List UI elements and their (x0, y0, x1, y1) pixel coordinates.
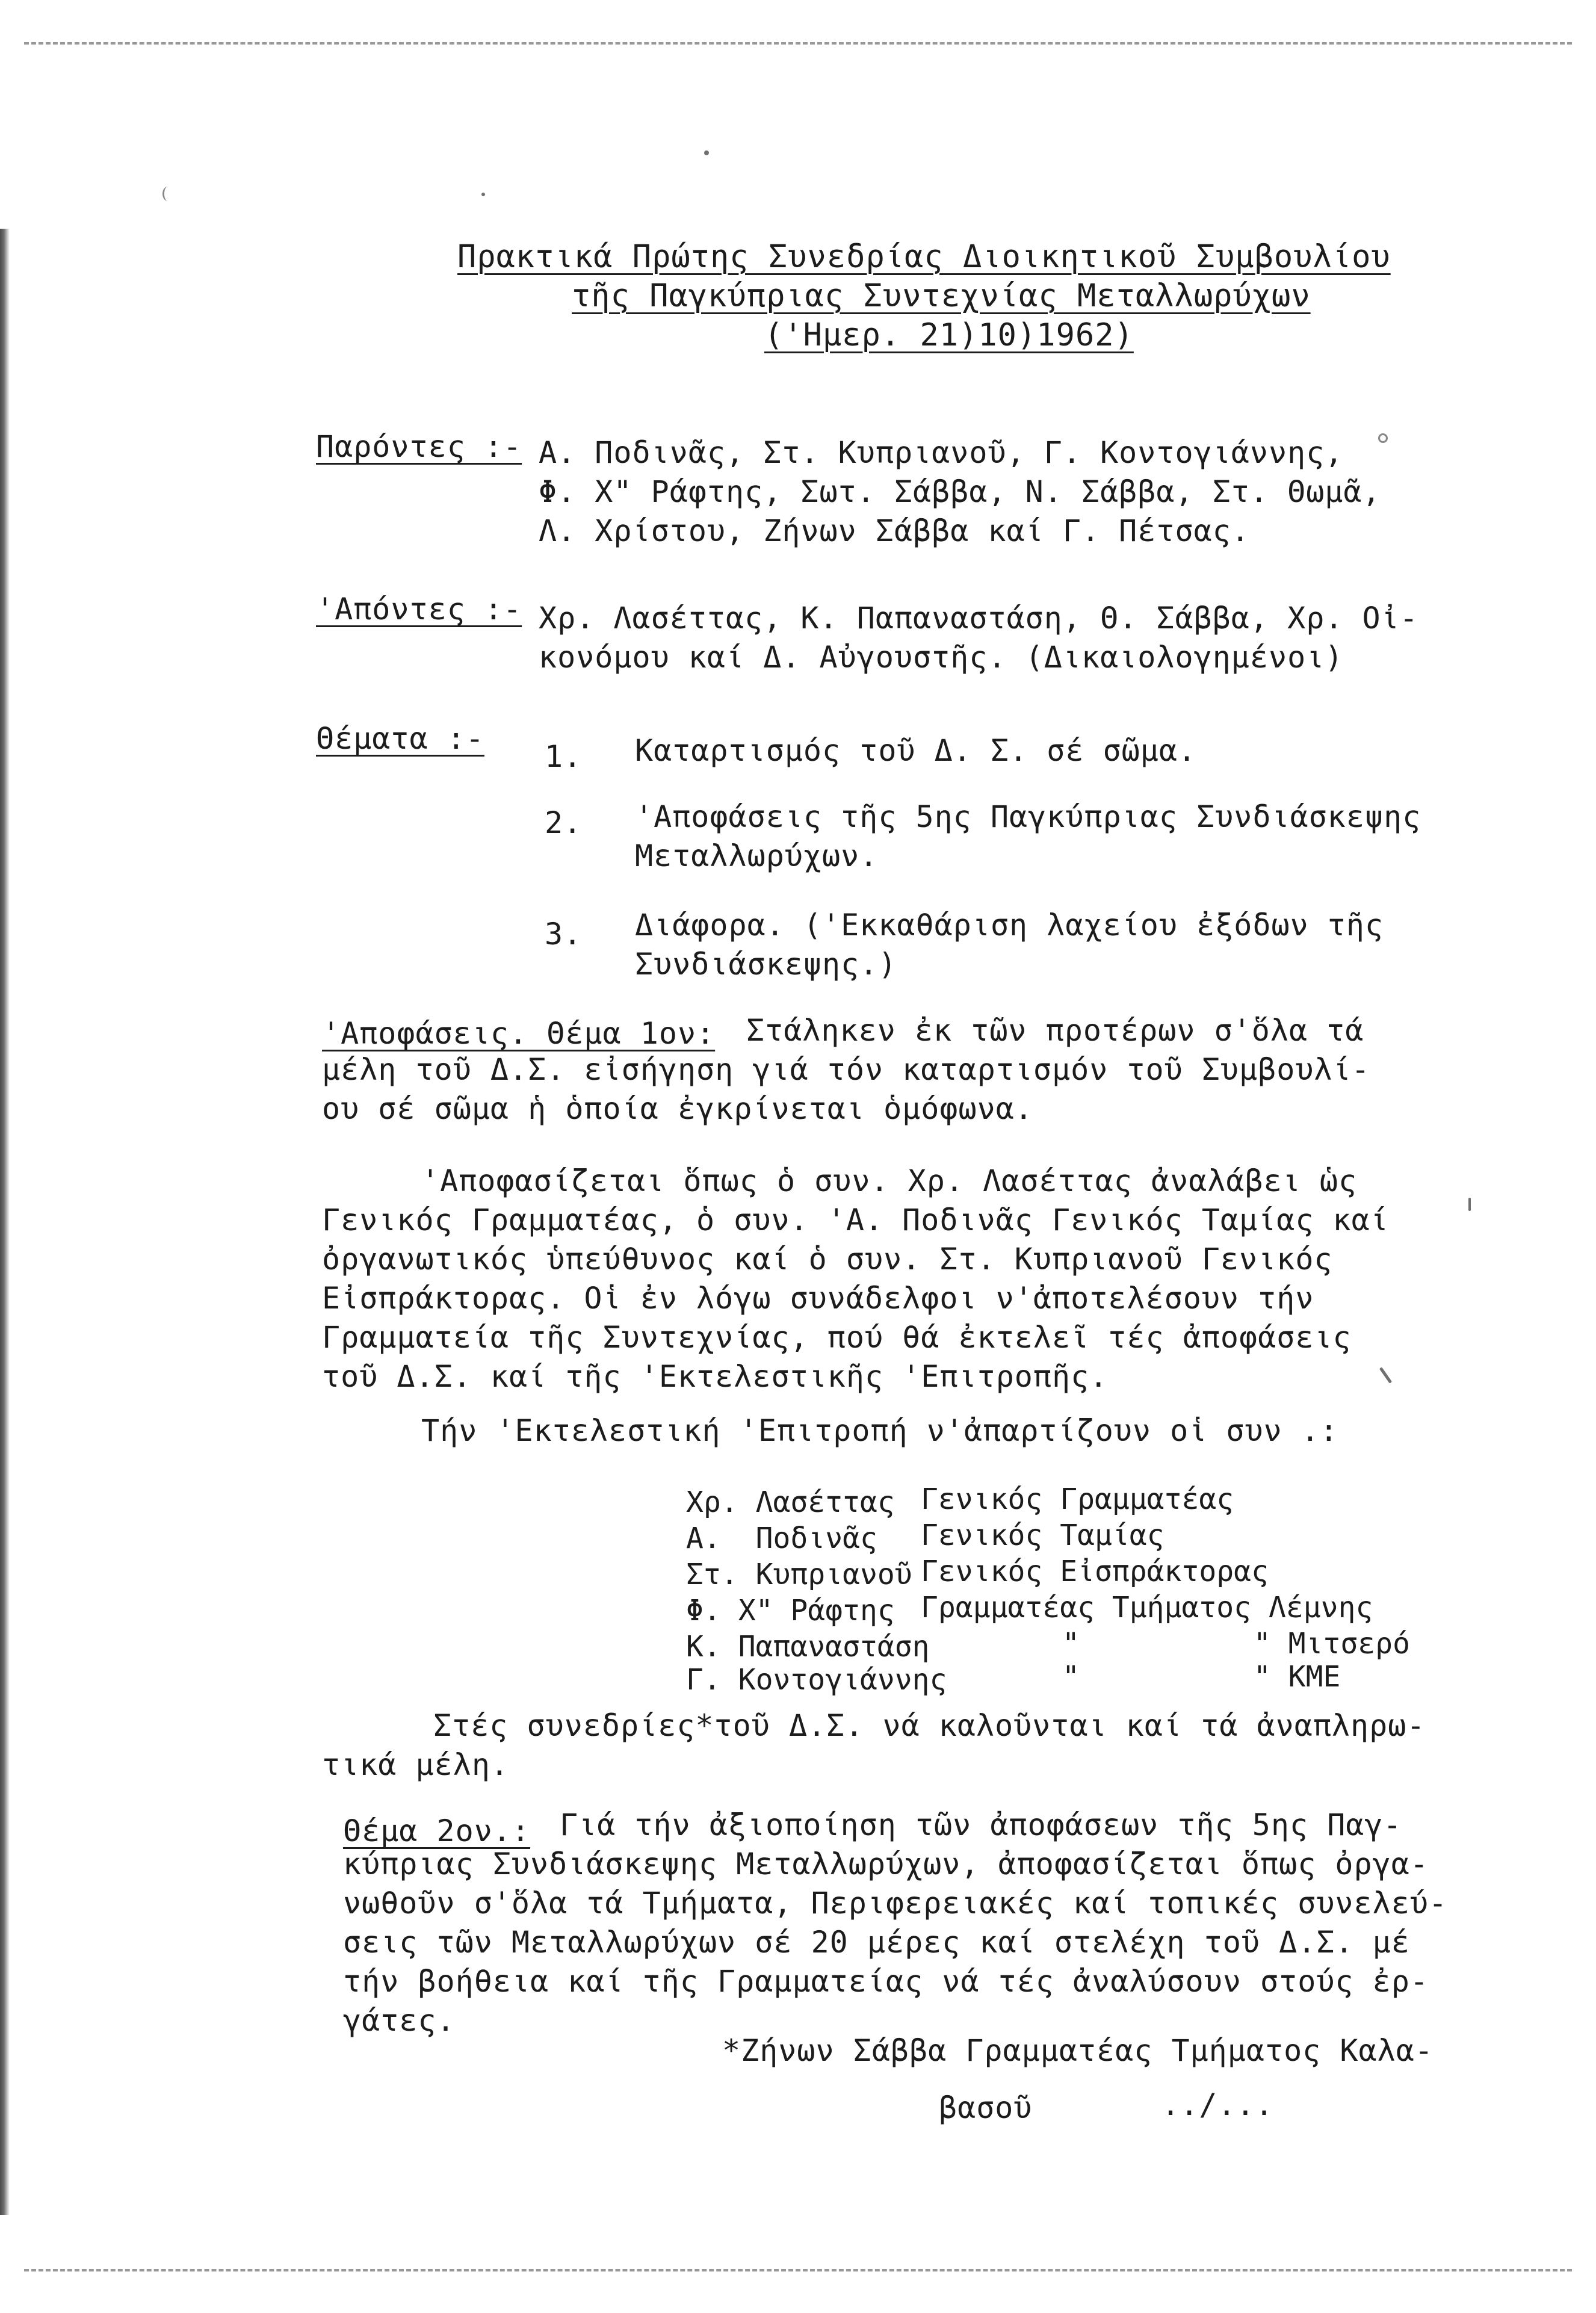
present-line-2: Φ. Χ" Ράφτης, Σωτ. Σάββα, Ν. Σάββα, Στ. Θωμᾶ, (539, 474, 1381, 509)
exec-member-1-name: Χρ. Λασέττας (686, 1485, 895, 1519)
present-line-3: Λ. Χρίστου, Ζήνων Σάββα καί Γ. Πέτσας. (539, 513, 1250, 548)
topic-2-text-2: Μεταλλωρύχων. (635, 838, 879, 873)
topic-3-number: 3. (545, 917, 583, 952)
title-line-1: Πρακτικά Πρώτης Συνεδρίας Διοικητικοῦ Συμβουλίου (457, 239, 1391, 275)
footnote-line-1: *Ζήνων Σάββα Γραμματέας Τμήματος Καλα- (722, 2033, 1434, 2068)
topic-3-text-2: Συνδιάσκεψης.) (635, 947, 897, 982)
exec-member-6-name: Γ. Κοντογιάννης (686, 1663, 947, 1697)
exec-member-3-name: Στ. Κυπριανοῦ (686, 1558, 912, 1591)
absent-line-2: κονόμου καί Δ. Αὐγουστῆς. (Δικαιολογημένοι) (539, 640, 1344, 675)
exec-member-5-role: " " Μιτσερό (1062, 1627, 1410, 1661)
topics-label: Θέματα :- (316, 721, 484, 756)
scan-left-edge (0, 229, 10, 2215)
topic-2-text-1: 'Αποφάσεις τῆς 5ης Παγκύπριας Συνδιάσκεψης (635, 799, 1421, 834)
decision-1-para-2-line-1: 'Αποφασίζεται ὅπως ὁ συν. Χρ. Λασέττας ἀναλάβει ὡς (421, 1163, 1358, 1198)
decision-2-heading: Θέμα 2ον.: (343, 1813, 531, 1848)
scan-speck (704, 150, 709, 155)
decision-1-heading: 'Αποφάσεις. Θέμα 1ον: (322, 1016, 716, 1051)
decision-1-para-2-line-4: Εἰσπράκτορας. Οἱ ἐν λόγω συνάδελφοι ν'ἀποτελέσουν τήν (322, 1281, 1314, 1316)
bottom-dashed-border (24, 2269, 1572, 2271)
topic-3-text-1: Διάφορα. ('Εκκαθάριση λαχείου ἐξόδων τῆς (635, 908, 1384, 943)
exec-committee-intro: Τήν 'Εκτελεστική 'Επιτροπή ν'ἀπαρτίζουν οἱ συν .: (421, 1413, 1339, 1448)
exec-member-3-role: Γενικός Εἰσπράκτορας (921, 1555, 1269, 1588)
closing-line-1: Στές συνεδρίες*τοῦ Δ.Σ. νά καλοῦνται καί τά ἀναπληρω- (433, 1708, 1426, 1743)
exec-member-1-role: Γενικός Γραμματέας (921, 1482, 1234, 1516)
topic-1-text: Καταρτισμός τοῦ Δ. Σ. σέ σῶμα. (635, 733, 1197, 768)
topic-1-number: 1. (545, 739, 583, 774)
top-dashed-border (24, 42, 1572, 45)
decision-2-line-2: κύπριας Συνδιάσκεψης Μεταλλωρύχων, ἀποφασίζεται ὅπως ὀργα- (343, 1847, 1429, 1881)
title-line-2: τῆς Παγκύπριας Συντεχνίας Μεταλλωρύχων (572, 278, 1311, 314)
scan-speck (481, 193, 485, 196)
exec-member-5-name: Κ. Παπαναστάση (686, 1630, 930, 1664)
topic-2-number: 2. (545, 805, 583, 840)
present-label: Παρόντες :- (316, 429, 522, 464)
title-line-3: ('Ημερ. 21)10)1962) (764, 317, 1134, 353)
decision-1-para-2-line-3: ὀργανωτικός ὑπεύθυνος καί ὁ συν. Στ. Κυπριανοῦ Γενικός (322, 1242, 1333, 1277)
footnote-line-2: βασοῦ (939, 2090, 1033, 2125)
decision-1-para-2-line-5: Γραμματεία τῆς Συντεχνίας, πού θά ἐκτελεῖ τές ἀποφάσεις (322, 1320, 1352, 1355)
scan-speck (1378, 433, 1388, 443)
decision-2-line-1: Γιά τήν ἀξιοποίηση τῶν ἀποφάσεων τῆς 5ης Παγ- (560, 1807, 1402, 1842)
decision-1-line-1: Στάληκεν ἐκ τῶν προτέρων σ'ὅλα τά (746, 1013, 1364, 1048)
present-line-1: Α. Ποδινᾶς, Στ. Κυπριανοῦ, Γ. Κοντογιάννης, (539, 435, 1344, 470)
decision-1-para-2-line-6: τοῦ Δ.Σ. καί τῆς 'Εκτελεστικῆς 'Επιτροπῆς. (322, 1359, 1109, 1394)
decision-2-line-4: σεις τῶν Μεταλλωρύχων σέ 20 μέρες καί στελέχη τοῦ Δ.Σ. μέ (343, 1925, 1410, 1960)
decision-1-para-2-line-2: Γενικός Γραμματέας, ὁ συν. 'Α. Ποδινᾶς Γενικός Ταμίας καί (322, 1203, 1389, 1237)
scan-speck (1468, 1198, 1471, 1211)
absent-line-1: Χρ. Λασέττας, Κ. Παπαναστάση, Θ. Σάββα, Χρ. Οἰ- (539, 601, 1418, 636)
decision-1-line-3: ου σέ σῶμα ἡ ὁποία ἐγκρίνεται ὁμόφωνα. (322, 1091, 1033, 1126)
decision-2-line-5: τήν βοήθεια καί τῆς Γραμματείας νά τές ἀναλύσουν στούς ἐρ- (343, 1964, 1429, 1999)
continued-marker: ../... (1161, 2087, 1274, 2122)
scan-speck (162, 187, 173, 201)
absent-label: 'Απόντες :- (316, 592, 522, 627)
closing-line-2: τικά μέλη. (322, 1747, 510, 1782)
exec-member-6-role: " " ΚΜΕ (1062, 1660, 1341, 1694)
scan-speck (1379, 1367, 1392, 1383)
exec-member-2-role: Γενικός Ταμίας (921, 1519, 1165, 1552)
exec-member-4-role: Γραμματέας Τμήματος Λέμνης (921, 1591, 1373, 1624)
decision-2-line-6: γάτες. (343, 2003, 456, 2038)
exec-member-4-name: Φ. Χ" Ράφτης (686, 1594, 895, 1627)
exec-member-2-name: Α. Ποδινᾶς (686, 1522, 877, 1555)
decision-2-line-3: νωθοῦν σ'ὅλα τά Τμήματα, Περιφερειακές καί τοπικές συνελεύ- (343, 1886, 1448, 1921)
decision-1-line-2: μέλη τοῦ Δ.Σ. εἰσήγηση γιά τόν καταρτισμόν τοῦ Συμβουλί- (322, 1052, 1370, 1087)
